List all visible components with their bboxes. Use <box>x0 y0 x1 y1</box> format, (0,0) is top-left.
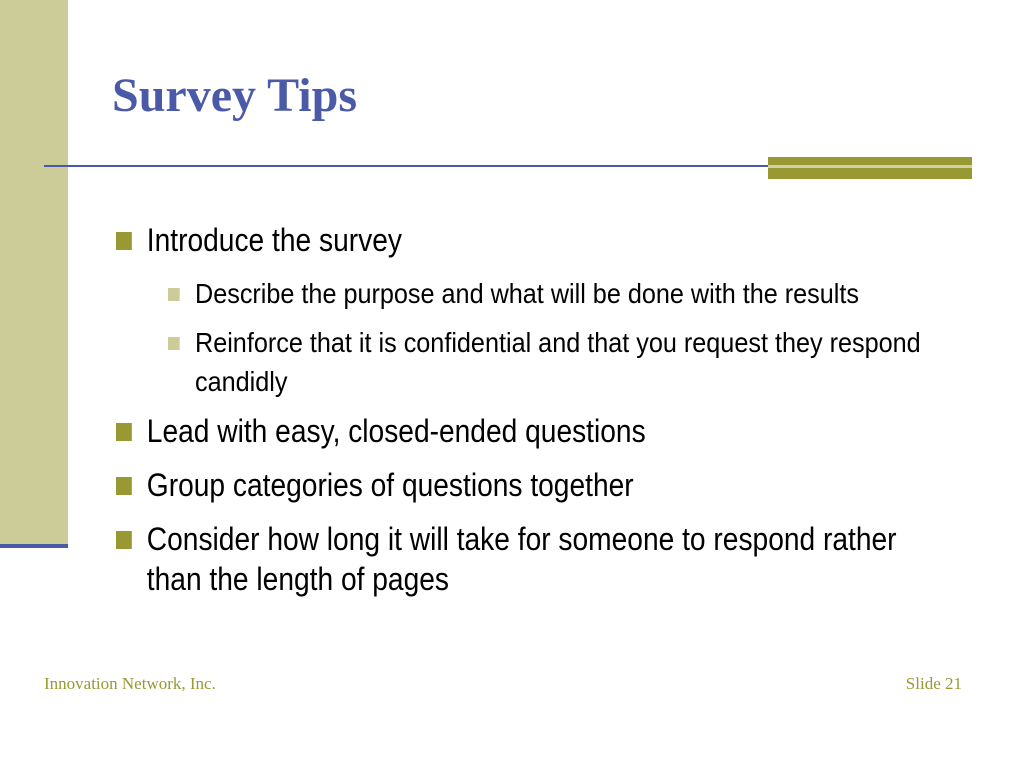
bullet-item <box>116 519 956 599</box>
left-bar-rule <box>0 544 68 548</box>
olive-square-icon <box>116 423 132 441</box>
bullet-text: Introduce the survey <box>146 222 402 258</box>
khaki-square-icon <box>168 288 180 301</box>
bullet-text: Group categories of questions together <box>146 467 634 503</box>
sub-bullet-text: Describe the purpose and what will be done with the results <box>195 278 859 309</box>
slide-title: Survey Tips <box>112 69 357 122</box>
footer-slide-number: Slide 21 <box>905 674 962 693</box>
olive-square-icon <box>116 477 132 495</box>
title-underline-rule <box>44 165 770 167</box>
bullet-item <box>116 220 956 260</box>
bullet-text: Consider how long it will take for someone to respond rather than the length of pages <box>146 521 897 597</box>
olive-square-icon <box>116 232 132 250</box>
bullet-item <box>116 411 956 451</box>
sub-bullet-text: Reinforce that it is confidential and that you request they respond candidly <box>195 327 921 397</box>
title-accent-highlight <box>768 165 972 168</box>
left-decorative-bar <box>0 0 68 548</box>
olive-square-icon <box>116 531 132 549</box>
khaki-square-icon <box>168 337 180 350</box>
sub-bullet-item <box>168 323 969 401</box>
bullet-list <box>116 220 976 613</box>
bullet-item <box>116 465 956 505</box>
sub-bullet-item <box>168 274 969 313</box>
title-accent-block <box>768 157 972 179</box>
bullet-text: Lead with easy, closed-ended questions <box>146 413 646 449</box>
footer-organization: Innovation Network, Inc. <box>44 674 216 693</box>
sub-bullet-list <box>116 274 976 401</box>
